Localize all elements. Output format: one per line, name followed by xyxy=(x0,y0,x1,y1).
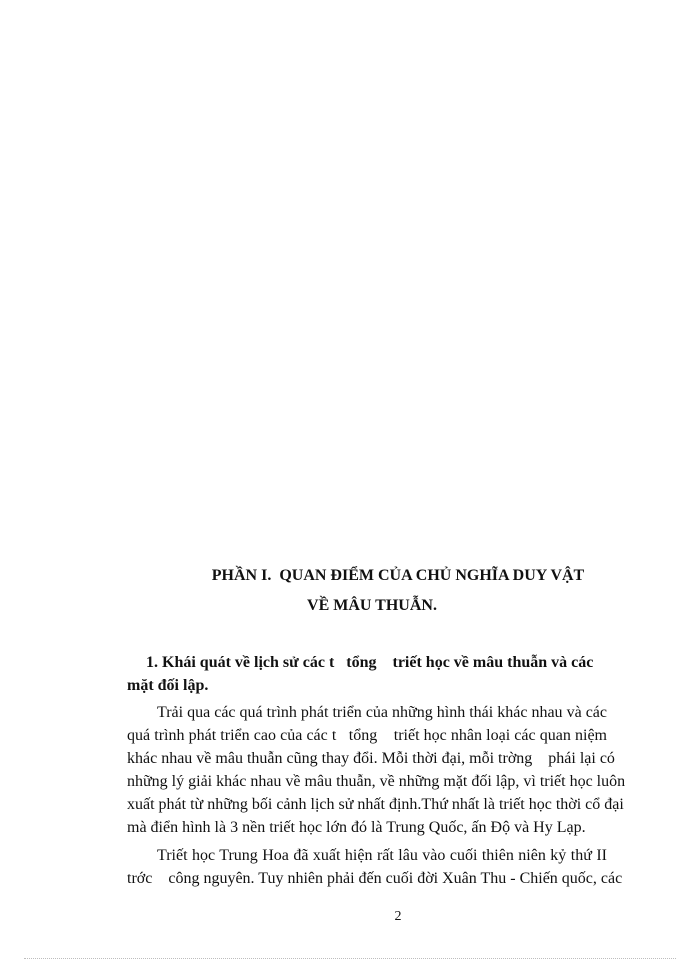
section-title-line-1: 1. Khái quát về lịch sử các t tổng triết học về mâu thuẫn và các xyxy=(146,654,594,671)
footer-divider xyxy=(24,958,676,959)
section-title-line-2: mặt đối lập. xyxy=(127,677,209,694)
part-heading-line-1: PHẦN I. QUAN ĐIỂM CỦA CHỦ NGHĨA DUY VẬT xyxy=(211,567,585,584)
paragraph-1-line-5: xuất phát từ những bối cảnh lịch sử nhất định.Thứ nhất là triết học thời cổ đại xyxy=(127,796,624,813)
page-number: 2 xyxy=(394,909,402,924)
paragraph-1-line-3: khác nhau về mâu thuẫn cũng thay đổi. Mỗi thời đại, mỗi trờng phái lại có xyxy=(127,750,615,767)
paragraph-1-line-2: quá trình phát triển cao của các t tổng triết học nhân loại các quan niệm xyxy=(127,727,607,744)
paragraph-1-line-4: những lý giải khác nhau về mâu thuẫn, về những mặt đối lập, vì triết học luôn xyxy=(127,773,626,790)
paragraph-2-line-1: Triết học Trung Hoa đã xuất hiện rất lâu vào cuối thiên niên kỷ thứ II xyxy=(157,847,607,864)
paragraph-1-line-1: Trải qua các quá trình phát triển của những hình thái khác nhau và các xyxy=(157,704,607,721)
part-heading-line-2: VỀ MÂU THUẪN. xyxy=(307,597,437,614)
paragraph-2-line-2: trớc công nguyên. Tuy nhiên phải đến cuối đời Xuân Thu - Chiến quốc, các xyxy=(127,870,623,887)
paragraph-1-line-6: mà điển hình là 3 nền triết học lớn đó là Trung Quốc, ấn Độ và Hy Lạp. xyxy=(127,819,586,836)
